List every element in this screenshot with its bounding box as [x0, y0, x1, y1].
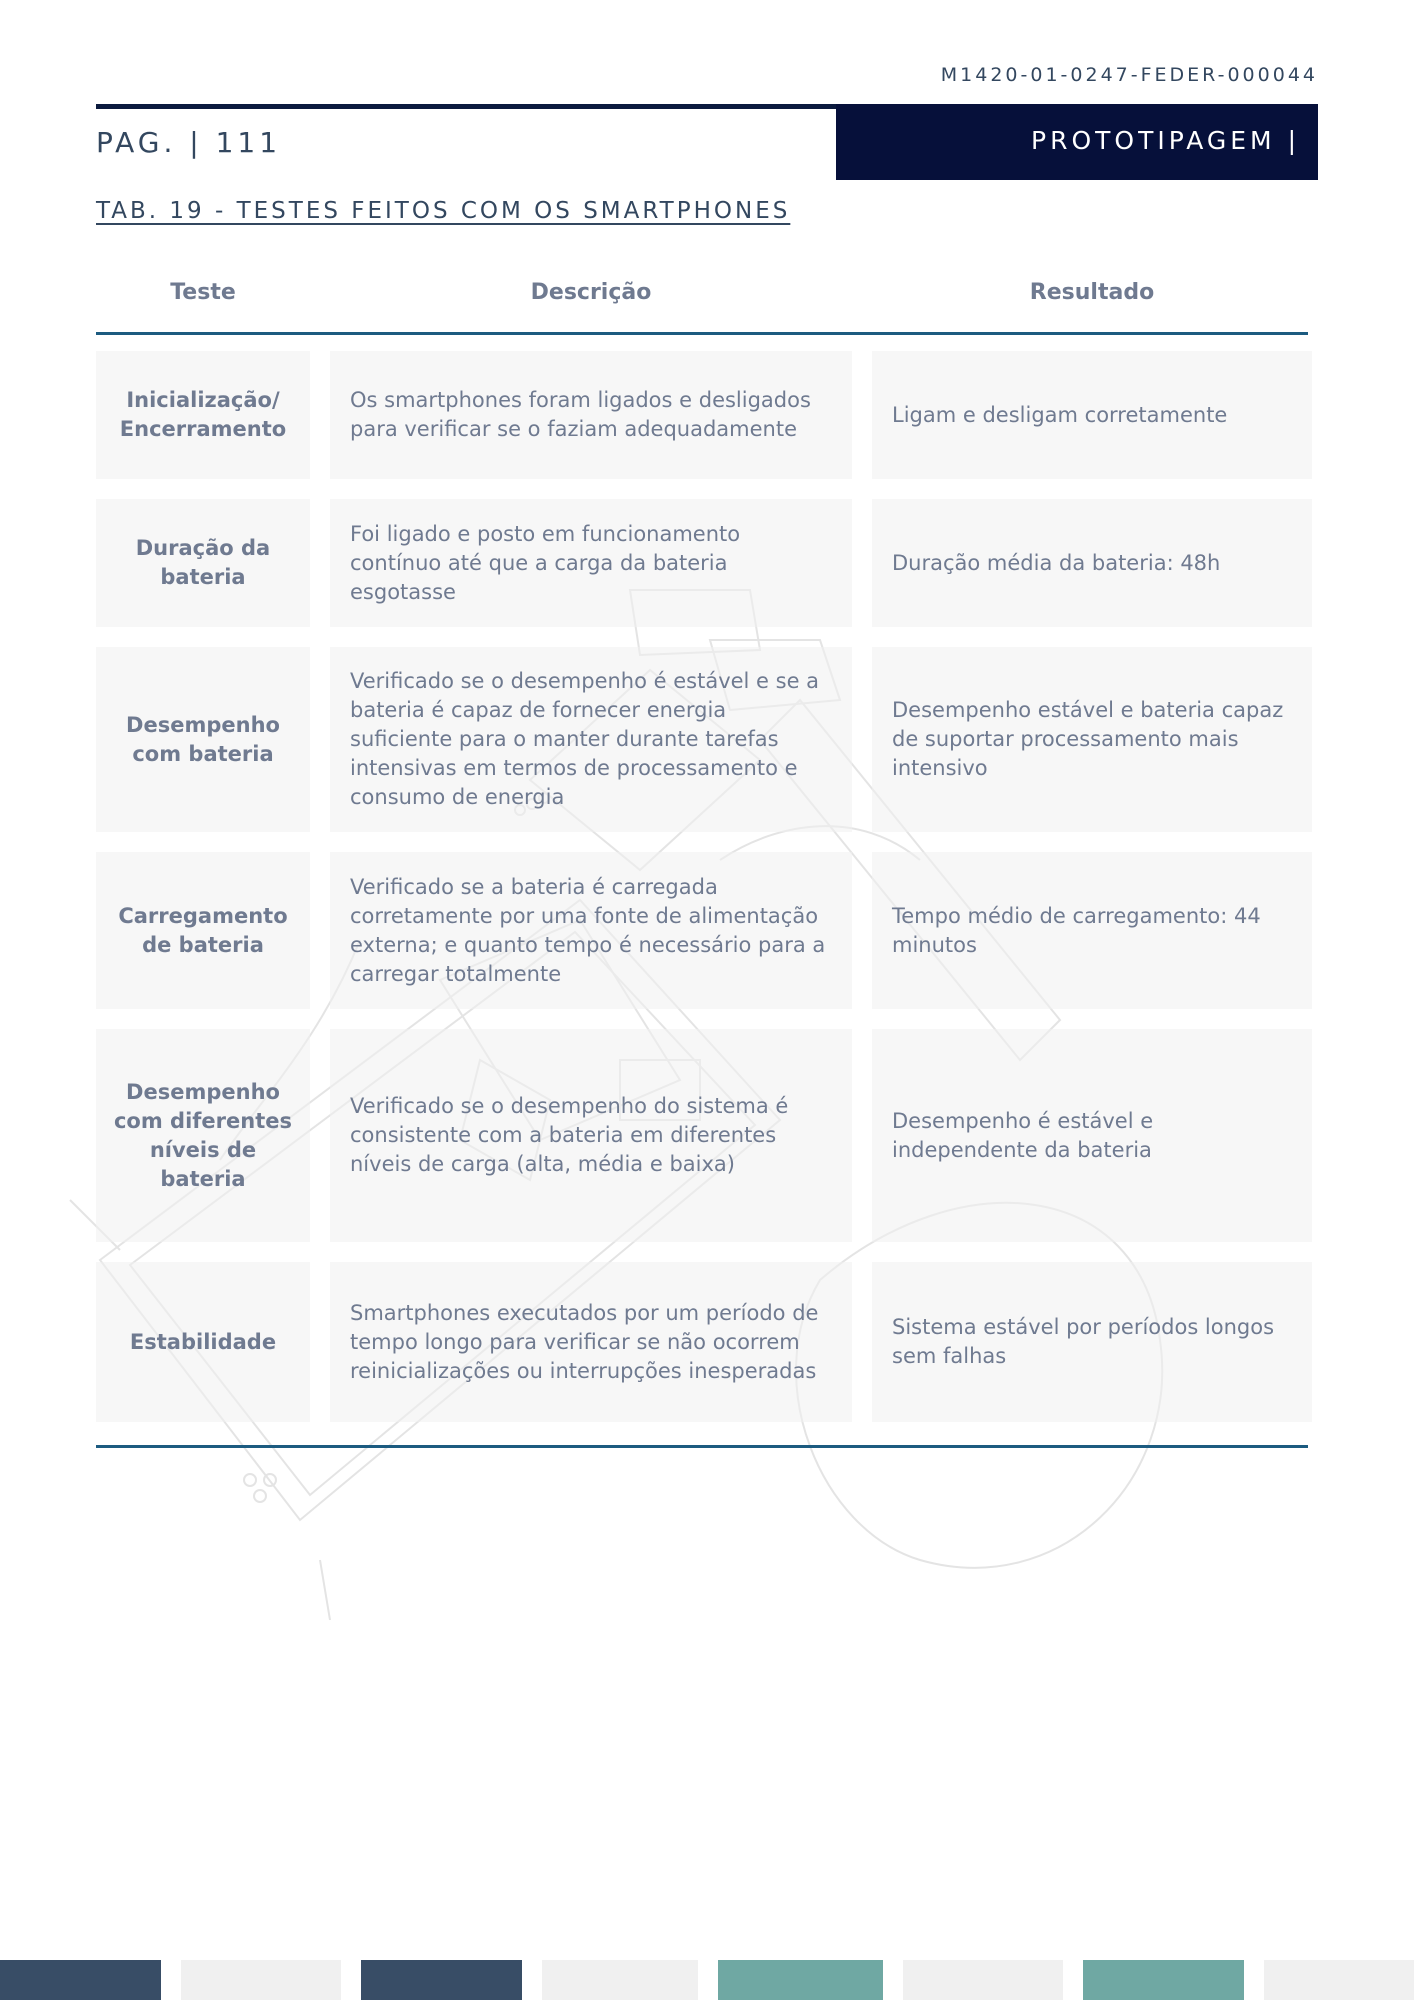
footer-block — [542, 1960, 698, 2000]
table-row — [96, 351, 1312, 479]
table-caption: TAB. 19 - TESTES FEITOS COM OS SMARTPHONES — [96, 198, 791, 224]
description-cell: Os smartphones foram ligados e desligados para verificar se o faziam adequadamente — [330, 351, 852, 479]
result-cell: Sistema estável por períodos longos sem falhas — [872, 1262, 1312, 1422]
footer-block — [181, 1960, 341, 2000]
test-cell: Duração da bateria — [96, 499, 310, 627]
result-cell: Desempenho é estável e independente da bateria — [872, 1029, 1312, 1242]
result-cell: Ligam e desligam corretamente — [872, 351, 1312, 479]
table-body — [96, 351, 1312, 1442]
column-header-resultado: Resultado — [1029, 280, 1155, 305]
test-cell: Desempenho com bateria — [96, 647, 310, 832]
table-bottom-rule — [96, 1445, 1308, 1448]
footer-block — [1264, 1960, 1414, 2000]
page-number: PAG. | 111 — [96, 126, 282, 159]
table-row — [96, 499, 1312, 627]
table-header — [96, 280, 1308, 335]
table-row — [96, 1029, 1312, 1242]
test-cell: Inicialização/ Encerramento — [96, 351, 310, 479]
document-code: M1420-01-0247-FEDER-000044 — [940, 64, 1318, 86]
section-tab — [836, 104, 1318, 180]
test-cell: Estabilidade — [96, 1262, 310, 1422]
description-cell: Smartphones executados por um período de tempo longo para verificar se não ocorrem reinicializações ou interrupções inesperadas — [330, 1262, 852, 1422]
table-row — [96, 852, 1312, 1009]
column-header-descricao: Descrição — [530, 280, 652, 305]
section-title: PROTOTIPAGEM | — [1031, 126, 1300, 155]
table-row — [96, 1262, 1312, 1422]
result-cell: Desempenho estável e bateria capaz de suportar processamento mais intensivo — [872, 647, 1312, 832]
test-cell: Carregamento de bateria — [96, 852, 310, 1009]
test-cell: Desempenho com diferentes níveis de bateria — [96, 1029, 310, 1242]
footer-block — [0, 1960, 161, 2000]
footer-block — [903, 1960, 1063, 2000]
footer-color-band — [0, 1960, 1414, 2000]
column-header-teste: Teste — [170, 280, 236, 305]
footer-block — [361, 1960, 522, 2000]
description-cell: Verificado se a bateria é carregada corretamente por uma fonte de alimentação externa; e quanto tempo é necessário para a carregar totalmente — [330, 852, 852, 1009]
footer-block — [1083, 1960, 1244, 2000]
description-cell: Foi ligado e posto em funcionamento contínuo até que a carga da bateria esgotasse — [330, 499, 852, 627]
footer-block — [718, 1960, 883, 2000]
table-row — [96, 647, 1312, 832]
description-cell: Verificado se o desempenho do sistema é consistente com a bateria em diferentes níveis de carga (alta, média e baixa) — [330, 1029, 852, 1242]
description-cell: Verificado se o desempenho é estável e se a bateria é capaz de fornecer energia suficiente para o manter durante tarefas intensivas em termos de processamento e consumo de energia — [330, 647, 852, 832]
result-cell: Tempo médio de carregamento: 44 minutos — [872, 852, 1312, 1009]
result-cell: Duração média da bateria: 48h — [872, 499, 1312, 627]
